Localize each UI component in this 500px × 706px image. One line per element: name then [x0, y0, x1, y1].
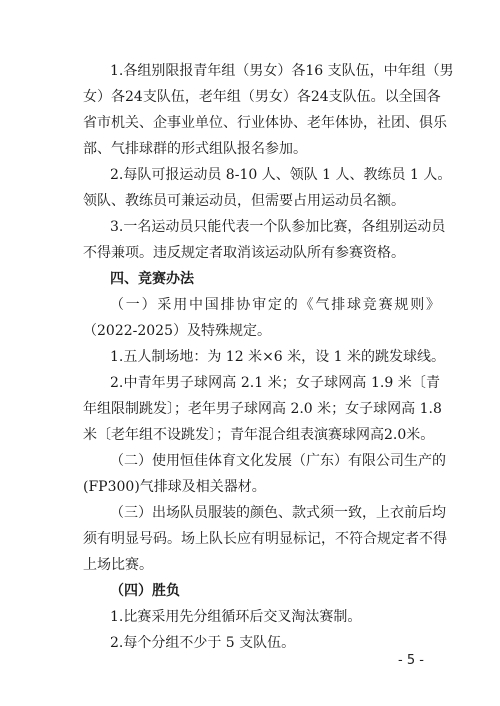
- page-number: - 5 -: [398, 653, 424, 668]
- paragraph-line: （2022-2025）及特殊规定。: [83, 323, 271, 339]
- section-heading: 四、竞赛办法: [110, 271, 194, 287]
- paragraph-line: (FP300)气排球及相关器材。: [83, 479, 266, 495]
- paragraph-line: 2.中青年男子球网高 2.1 米；女子球网高 1.9 米〔青: [110, 375, 440, 391]
- paragraph-line: 2.每队可报运动员 8-10 人、领队 1 人、教练员 1 人。: [110, 167, 452, 183]
- paragraph-line: 2.每个分组不少于 5 支队伍。: [110, 635, 296, 651]
- paragraph-line: 米〔老年组不设跳发〕；青年混合组表演赛球网高2.0米。: [83, 427, 435, 443]
- paragraph-line: （一）采用中国排协审定的《气排球竞赛规则》: [110, 297, 440, 313]
- paragraph-line: 上场比赛。: [83, 557, 153, 573]
- paragraph-line: 省市机关、企事业单位、行业体协、老年体协，社团、俱乐: [83, 115, 447, 131]
- paragraph-line: 3.一名运动员只能代表一个队参加比赛，各组别运动员: [110, 219, 446, 235]
- paragraph-line: 年组限制跳发〕；老年男子球网高 2.0 米；女子球网高 1.8: [83, 401, 442, 417]
- paragraph-line: 须有明显号码。场上队长应有明显标记，不符合规定者不得: [83, 531, 447, 547]
- paragraph-line: （三）出场队员服装的颜色、款式须一致，上衣前后均: [110, 505, 446, 521]
- paragraph-line: 1.各组别限报青年组（男女）各16 支队伍，中年组（男: [110, 63, 454, 79]
- paragraph-line: 1.五人制场地：为 12 米×6 米，设 1 米的跳发球线。: [110, 349, 445, 365]
- paragraph-line: 1.比赛采用先分组循环后交叉淘汰赛制。: [110, 609, 362, 625]
- section-heading: （四）胜负: [110, 583, 180, 599]
- paragraph-line: 部、气排球群的形式组队报名参加。: [83, 141, 307, 157]
- paragraph-line: 领队、教练员可兼运动员，但需要占用运动员名额。: [83, 193, 405, 209]
- paragraph-line: 女）各24支队伍，老年组（男女）各24支队伍。以全国各: [83, 89, 441, 105]
- paragraph-line: （二）使用恒佳体育文化发展（广东）有限公司生产的: [110, 453, 446, 469]
- paragraph-line: 不得兼项。违反规定者取消该运动队所有参赛资格。: [83, 245, 405, 261]
